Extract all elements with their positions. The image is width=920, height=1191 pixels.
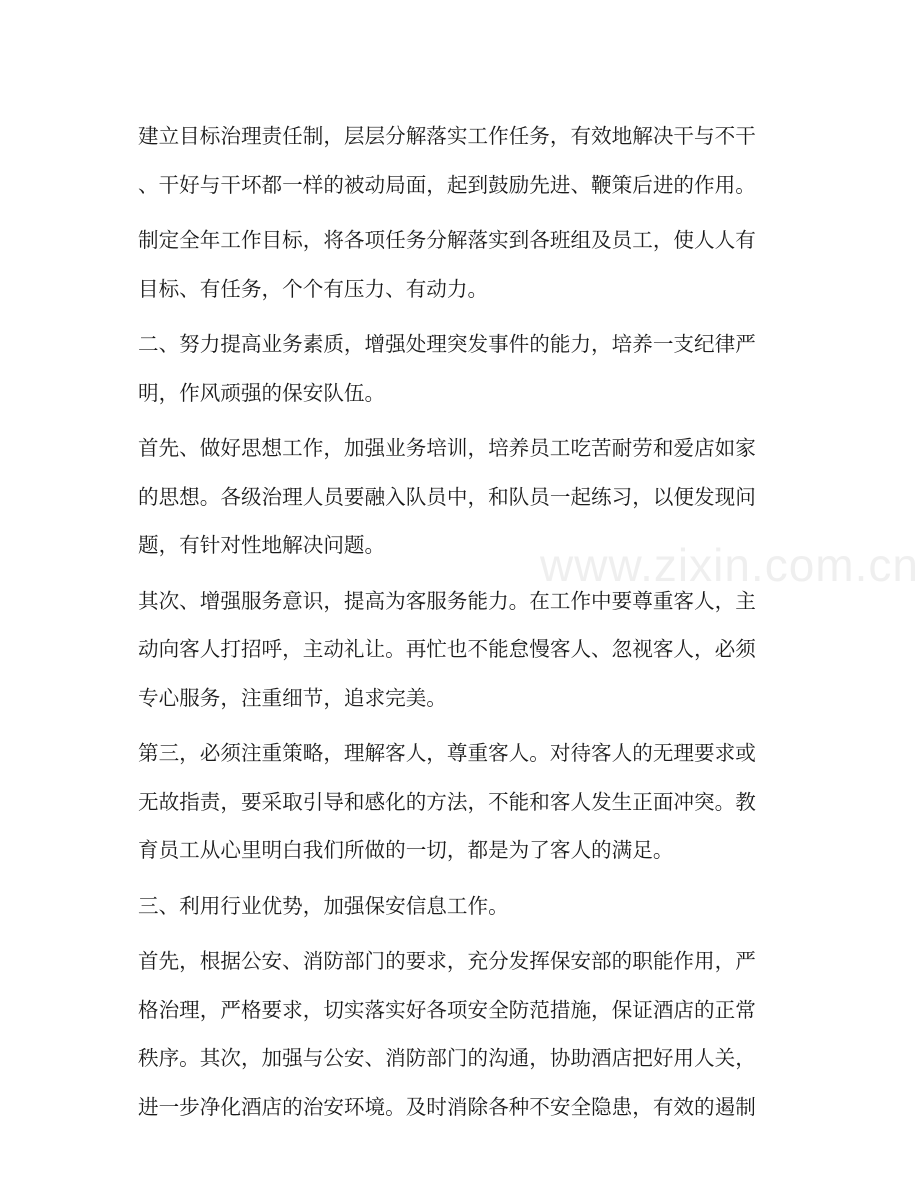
paragraph [138, 112, 778, 209]
text-line: 的思想。各级治理人员要融入队员中，和队员一起练习，以便发现问 [138, 484, 756, 509]
text-line: 明，作风顽强的保安队伍。 [138, 380, 386, 405]
text-line: 无故指责，要采取引导和感化的方法，不能和客人发生正面冲突。教 [138, 789, 756, 814]
paragraph [138, 216, 778, 313]
text-line: 进一步净化酒店的治安环境。及时消除各种不安全隐患，有效的遏制 [138, 1094, 756, 1119]
text-line: 制定全年工作目标，将各项任务分解落实到各班组及员工，使人人有 [138, 228, 756, 252]
text-line: 格治理，严格要求，切实落实好各项安全防范措施，保证酒店的正常 [138, 997, 756, 1022]
paragraph [138, 577, 778, 723]
paragraph [138, 424, 778, 570]
text-line: 育员工从心里明白我们所做的一切，都是为了客人的满足。 [138, 838, 674, 862]
text-line: 二、努力提高业务素质，增强处理突发事件的能力，培养一支纪律严 [138, 332, 756, 356]
paragraph [138, 937, 778, 1131]
paragraph-heading [138, 882, 778, 931]
text-line: 动向客人打招呼，主动礼让。再忙也不能怠慢客人、忽视客人，必须 [138, 637, 756, 661]
text-line: 题，有针对性地解决问题。 [138, 533, 386, 557]
text-line: 首先，根据公安、消防部门的要求，充分发挥保安部的职能作用，严 [138, 949, 756, 973]
document-body [138, 112, 778, 1138]
text-line: 、干好与干坏都一样的被动局面，起到鼓励先进、鞭策后进的作用。 [138, 172, 756, 197]
text-line: 其次、增强服务意识，提高为客服务能力。在工作中要尊重客人，主 [138, 588, 756, 613]
text-line: 建立目标治理责任制，层层分解落实工作任务，有效地解决干与不干 [138, 124, 756, 148]
text-line: 首先、做好思想工作，加强业务培训，培养员工吃苦耐劳和爱店如家 [138, 436, 756, 460]
paragraph-heading [138, 320, 778, 417]
watermark: www.zixin.com.cn [540, 539, 919, 591]
text-line: 第三，必须注重策略，理解客人，尊重客人。对待客人的无理要求或 [138, 741, 756, 765]
text-line: 目标、有任务，个个有压力、有动力。 [138, 276, 489, 301]
paragraph [138, 729, 778, 875]
text-line: 专心服务，注重细节，追求完美。 [138, 685, 447, 710]
text-line: 三、利用行业优势，加强保安信息工作。 [138, 893, 509, 918]
text-line: 秩序。其次，加强与公安、消防部门的沟通，协助酒店把好用人关， [138, 1046, 756, 1070]
